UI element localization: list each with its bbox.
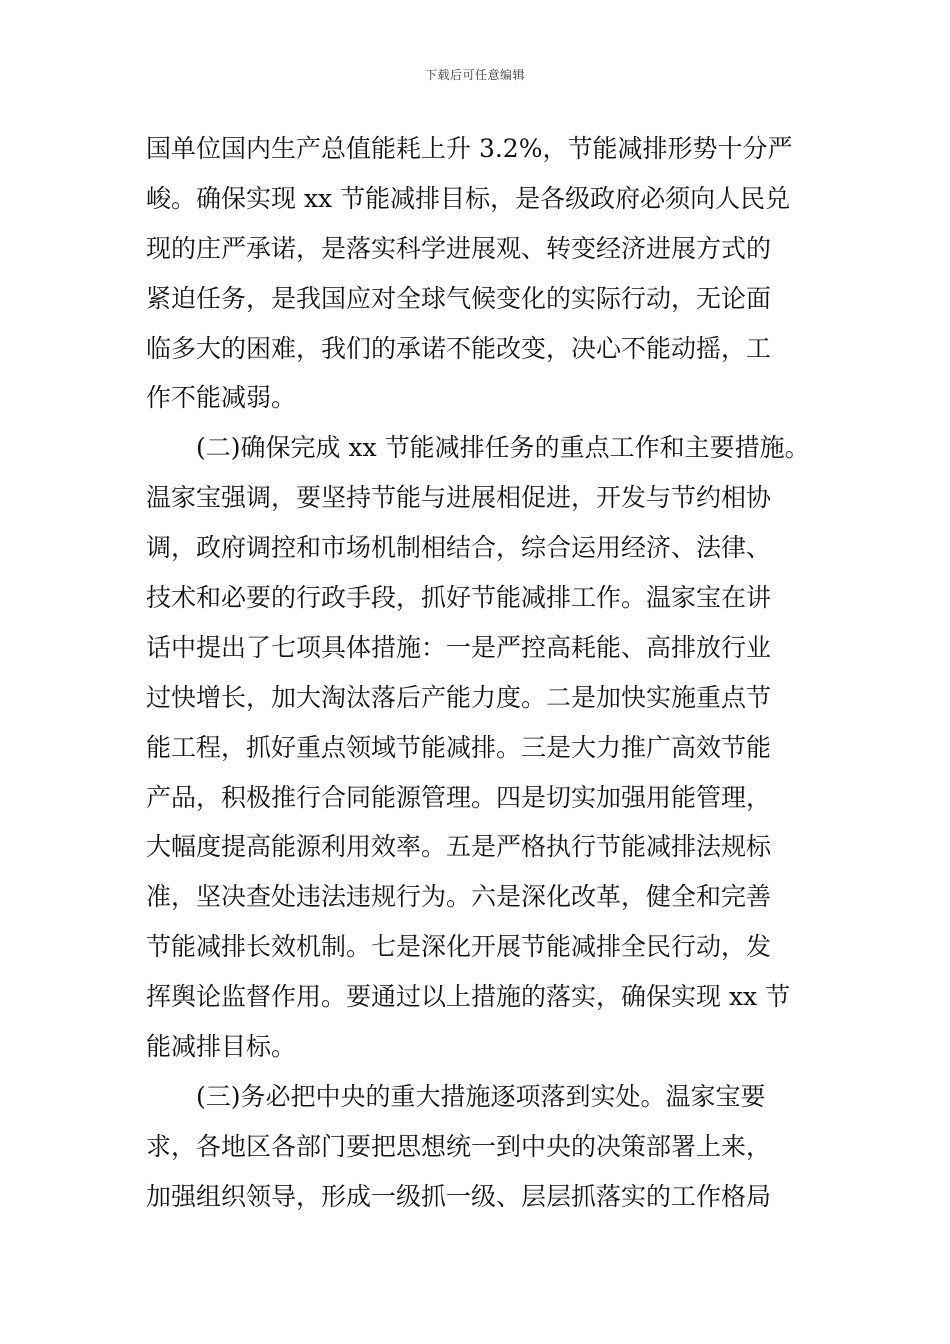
text-line: 产品，积极推行合同能源管理。四是切实加强用能管理， [146,782,772,812]
text-line: 大幅度提高能源利用效率。五是严格执行节能减排法规标 [146,832,772,862]
text-line: 过快增长，加大淘汰落后产能力度。二是加快实施重点节 [146,682,772,712]
text-line: 现的庄严承诺，是落实科学进展观、转变经济进展方式的 [146,233,772,263]
document-body [146,124,816,1222]
text-line: 临多大的困难，我们的承诺不能改变，决心不能动摇，工 [146,333,772,363]
text-line: 话中提出了七项具体措施：一是严控高耗能、高排放行业 [146,632,772,662]
text-line: 温家宝强调，要坚持节能与进展相促进，开发与节约相协 [146,483,772,513]
text-line: 技术和必要的行政手段，抓好节能减排工作。温家宝在讲 [146,583,772,613]
text-line: 作不能减弱。 [146,383,297,413]
text-line: 节能减排长效机制。七是深化开展节能减排全民行动，发 [146,932,772,962]
text-line: 峻。确保实现 xx 节能减排目标，是各级政府必须向人民兑 [146,183,791,213]
text-line: 求，各地区各部门要把思想统一到中央的决策部署上来， [146,1131,772,1161]
text-line: 能工程，抓好重点领域节能减排。三是大力推广高效节能 [146,732,772,762]
text-line: 能减排目标。 [146,1032,297,1062]
text-line: (三)务必把中央的重大措施逐项落到实处。温家宝要 [146,1081,766,1111]
text-line: 挥舆论监督作用。要通过以上措施的落实，确保实现 xx 节 [146,982,791,1012]
text-line: 调，政府调控和市场机制相结合，综合运用经济、法律、 [146,533,772,563]
text-line: 紧迫任务，是我国应对全球气候变化的实际行动，无论面 [146,283,772,313]
text-line: 加强组织领导，形成一级抓一级、层层抓落实的工作格局 [146,1181,772,1211]
page-header: 下载后可任意编辑 [424,68,525,82]
text-line: 国单位国内生产总值能耗上升 3.2%，节能减排形势十分严 [146,134,793,163]
text-line: 准，坚决查处违法违规行为。六是深化改革，健全和完善 [146,882,772,912]
text-line: (二)确保完成 xx 节能减排任务的重点工作和主要措施。 [146,433,810,463]
